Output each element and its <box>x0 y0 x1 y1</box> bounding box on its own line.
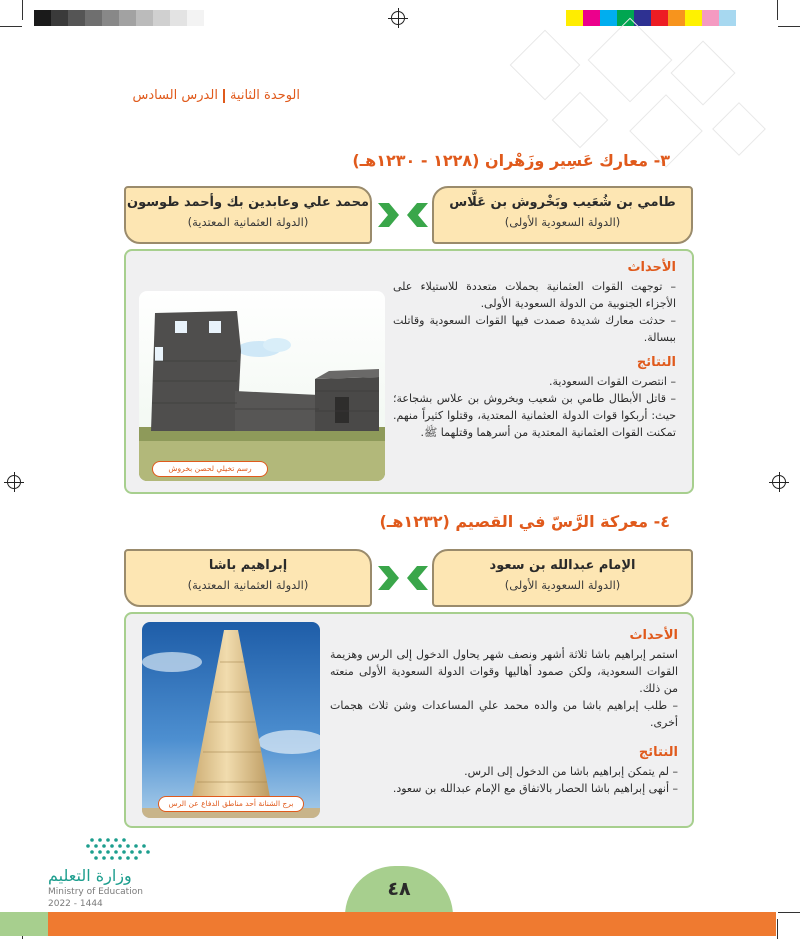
color-swatch <box>719 10 736 26</box>
section-title: ٤- معركة الرَّسّ في القصيم (١٢٣٢هـ) <box>379 512 670 531</box>
color-swatch <box>566 10 583 26</box>
events-heading: الأحداث <box>627 260 676 275</box>
events-heading: الأحداث <box>629 628 678 643</box>
ottoman-side-affiliation: (الدولة العثمانية المعتدية) <box>187 578 309 592</box>
ministry-name-arabic: وزارة التعليم <box>48 866 132 885</box>
section-title: ٣- معارك عَسِير وزَهْران (١٢٢٨ - ١٢٣٠هـ) <box>352 151 670 170</box>
result-item: – لم يتمكن إبراهيم باشا من الدخول إلى الرس. <box>464 765 678 778</box>
results-heading: النتائج <box>638 745 678 760</box>
crop-mark <box>777 0 778 20</box>
color-swatch <box>187 10 204 26</box>
grey-color-bar <box>34 10 204 26</box>
color-swatch <box>668 10 685 26</box>
event-item: – توجهت القوات العثمانية بحملات متعددة للاستيلاء على الأجزاء الجنوبية من الدولة السعودية الأولى. <box>393 280 676 310</box>
lesson-label: الدرس السادس <box>132 88 218 103</box>
versus-arrows-icon <box>378 566 428 590</box>
decorative-diamond <box>712 102 766 156</box>
decorative-diamond <box>552 92 609 149</box>
saudi-side-box <box>432 549 693 607</box>
color-swatch <box>170 10 187 26</box>
color-swatch <box>600 10 617 26</box>
unit-label: الوحدة الثانية <box>229 88 300 103</box>
decorative-diamond <box>588 18 673 103</box>
color-swatch <box>702 10 719 26</box>
image-caption: برج الشنانة أحد مناطق الدفاع عن الرس <box>158 796 304 812</box>
color-swatch <box>68 10 85 26</box>
event-item: استمر إبراهيم باشا ثلاثة أشهر ونصف شهر يحاول الدخول إلى الرس وهزيمة القوات السعودية، ولكن صمود أهاليها وقوات الدولة السعودية الأولى منعته من ذلك. <box>330 648 678 695</box>
color-swatch <box>583 10 600 26</box>
decorative-diamond <box>510 30 581 101</box>
event-item: – طلب إبراهيم باشا من والده محمد علي المساعدات وشن ثلاث هجمات أخرى. <box>330 699 678 729</box>
ottoman-side-box <box>124 186 372 244</box>
ottoman-side-name: إبراهيم باشا <box>208 558 288 573</box>
ministry-name-english: Ministry of Education <box>48 887 143 897</box>
crop-mark <box>778 912 800 913</box>
edition-year: 2022 - 1444 <box>48 899 103 909</box>
registration-mark-icon <box>391 11 405 25</box>
color-swatch <box>119 10 136 26</box>
color-swatch <box>136 10 153 26</box>
result-item: – انتصرت القوات السعودية. <box>548 375 676 388</box>
registration-mark-icon <box>772 475 786 489</box>
versus-arrows-icon <box>378 203 428 227</box>
decorative-diamond <box>670 40 735 105</box>
events-results-text <box>330 626 678 797</box>
color-swatch <box>34 10 51 26</box>
color-swatch <box>736 10 753 26</box>
color-swatch <box>85 10 102 26</box>
color-swatch <box>651 10 668 26</box>
crop-mark <box>778 26 800 27</box>
saudi-side-name: الإمام عبدالله بن سعود <box>489 558 636 573</box>
color-swatch <box>153 10 170 26</box>
fort-illustration <box>139 291 385 481</box>
saudi-side-box <box>432 186 693 244</box>
running-header <box>132 88 300 103</box>
saudi-side-affiliation: (الدولة السعودية الأولى) <box>504 215 621 229</box>
ottoman-side-box <box>124 549 372 607</box>
image-caption: رسم تخيلي لحصن بخروش <box>152 461 268 477</box>
registration-mark-icon <box>7 475 21 489</box>
results-heading: النتائج <box>636 355 676 370</box>
result-item: – أنهى إبراهيم باشا الحصار بالاتفاق مع الإمام عبدالله بن سعود. <box>392 782 678 795</box>
color-swatch <box>51 10 68 26</box>
events-results-text <box>393 258 676 441</box>
result-item: – قاتل الأبطال طامي بن شعيب وبخروش بن علاس بشجاعة؛ حيث: أربكوا قوات الدولة العثمانية المعتدية، وقتلوا كثيراً منهم. تمكنت القوات العثمانية المعتدية من أسرهما وقتلهما ﷺ. <box>393 392 676 439</box>
footer-accent <box>0 912 48 936</box>
ottoman-side-name: محمد علي وعابدين بك وأحمد طوسون <box>127 195 369 210</box>
crop-mark <box>0 26 22 27</box>
crop-mark <box>22 0 23 20</box>
tower-photo <box>142 622 320 818</box>
saudi-side-affiliation: (الدولة السعودية الأولى) <box>504 578 621 592</box>
crop-mark <box>777 919 778 939</box>
footer-bar <box>0 912 776 936</box>
cmyk-color-bar <box>566 10 753 26</box>
header-separator <box>223 89 225 103</box>
ottoman-side-affiliation: (الدولة العثمانية المعتدية) <box>187 215 309 229</box>
color-swatch <box>685 10 702 26</box>
color-swatch <box>102 10 119 26</box>
event-item: – حدثت معارك شديدة صمدت فيها القوات السعودية وقاتلت ببسالة. <box>393 314 676 344</box>
saudi-side-name: طامي بن شُعَيب وبَخْروش بن عَلَّاس <box>449 195 676 210</box>
page-number: ٤٨ <box>387 878 411 900</box>
